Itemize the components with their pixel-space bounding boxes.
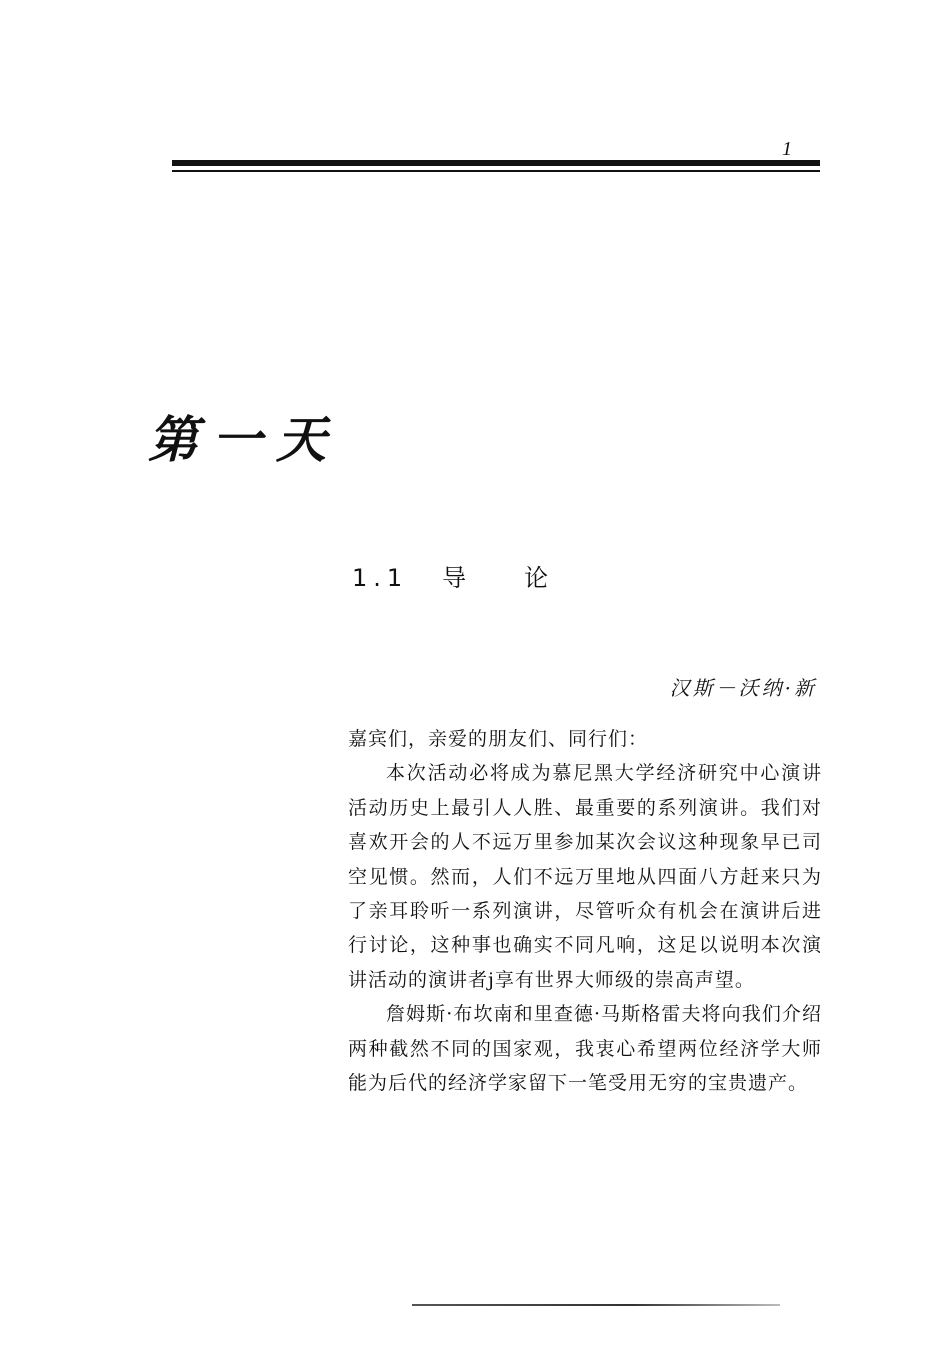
salutation: 嘉宾们，亲爱的朋友们、同行们：	[348, 728, 649, 750]
author-name: 汉斯－沃纳·新	[669, 676, 817, 700]
section-title-part1: 导	[442, 564, 467, 592]
section-title-part2: 论	[524, 564, 549, 592]
page-number: 1	[782, 138, 792, 160]
paragraph: 本次活动必将成为慕尼黑大学经济研究中心演讲活动历史上最引人人胜、最重要的系列演讲。我们对喜欢开会的人不远万里参加某次会议这种现象早已司空见惯。然而，人们不远万里地从四面八方赶来只为了亲耳聆听一系列演讲，尽管听众有机会在演讲后进行讨论，这种事也确实不同凡响，这足以说明本次演讲活动的演讲者j享有世界大师级的崇高声望。	[348, 762, 822, 991]
paragraph: 詹姆斯·布坎南和里查德·马斯格雷夫将向我们介绍两种截然不同的国家观，我衷心希望两位经济学大师能为后代的经济学家留下一笔受用无穷的宝贵遗产。	[348, 1003, 822, 1095]
section-heading	[352, 558, 548, 593]
header-rule-thin	[172, 170, 820, 172]
body-text	[348, 722, 822, 1100]
header-rule-thick	[172, 160, 820, 166]
footer-rule	[412, 1304, 780, 1306]
section-number: 1.1	[352, 564, 409, 592]
chapter-title: 第一天	[148, 410, 340, 469]
